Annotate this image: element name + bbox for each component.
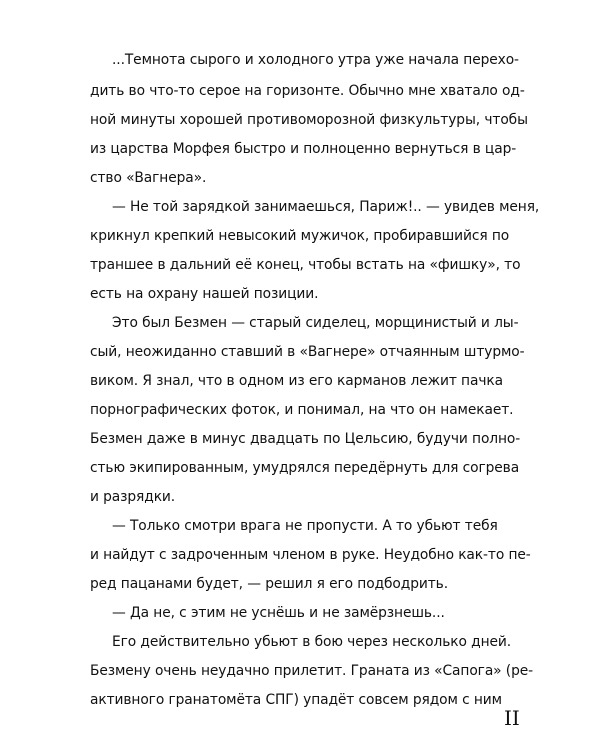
text-line: ство «Вагнера». bbox=[90, 170, 207, 186]
page-number: II bbox=[504, 706, 520, 730]
text-line: активного гранатомёта СПГ) упадёт совсем рядом с ним bbox=[90, 692, 502, 708]
text-line: дить во что-то серое на горизонте. Обычно мне хватало од- bbox=[90, 83, 525, 99]
text-line: траншее в дальний её конец, чтобы встать на «фишку», то bbox=[90, 257, 521, 273]
text-line: стью экипированным, умудрялся передёрнуть для согрева bbox=[90, 460, 520, 476]
text-line: ред пацанами будет, — решил я его подбодрить. bbox=[90, 576, 448, 592]
text-line: Безмену очень неудачно прилетит. Граната из «Сапога» (ре- bbox=[90, 663, 534, 679]
text-line: Его действительно убьют в бою через несколько дней. bbox=[112, 634, 512, 650]
text-line: Это был Безмен — старый сиделец, морщинистый и лы- bbox=[112, 315, 519, 331]
text-line: и найдут с задроченным членом в руке. Неудобно как-то пе- bbox=[90, 547, 531, 563]
text-line: — Не той зарядкой занимаешься, Париж!.. — увидев меня, bbox=[112, 199, 540, 215]
text-line: Безмен даже в минус двадцать по Цельсию, будучи полно- bbox=[90, 431, 521, 447]
text-line: ной минуты хорошей противоморозной физкультуры, чтобы bbox=[90, 112, 528, 128]
text-line: — Да не, с этим не уснёшь и не замёрзнешь... bbox=[112, 605, 445, 621]
text-line: крикнул крепкий невысокий мужичок, пробиравшийся по bbox=[90, 228, 510, 244]
text-line: ...Темнота сырого и холодного утра уже начала перехо- bbox=[112, 52, 519, 68]
text-line: есть на охрану нашей позиции. bbox=[90, 286, 319, 302]
text-line: виком. Я знал, что в одном из его карманов лежит пачка bbox=[90, 373, 503, 389]
text-line: — Только смотри врага не пропусти. А то убьют тебя bbox=[112, 518, 498, 534]
text-line: из царства Морфея быстро и полноценно вернуться в цар- bbox=[90, 141, 517, 157]
text-line: порнографических фоток, и понимал, на что он намекает. bbox=[90, 402, 514, 418]
text-line: и разрядки. bbox=[90, 489, 176, 505]
text-line: сый, неожиданно ставший в «Вагнере» отчаянным штурмо- bbox=[90, 344, 525, 360]
